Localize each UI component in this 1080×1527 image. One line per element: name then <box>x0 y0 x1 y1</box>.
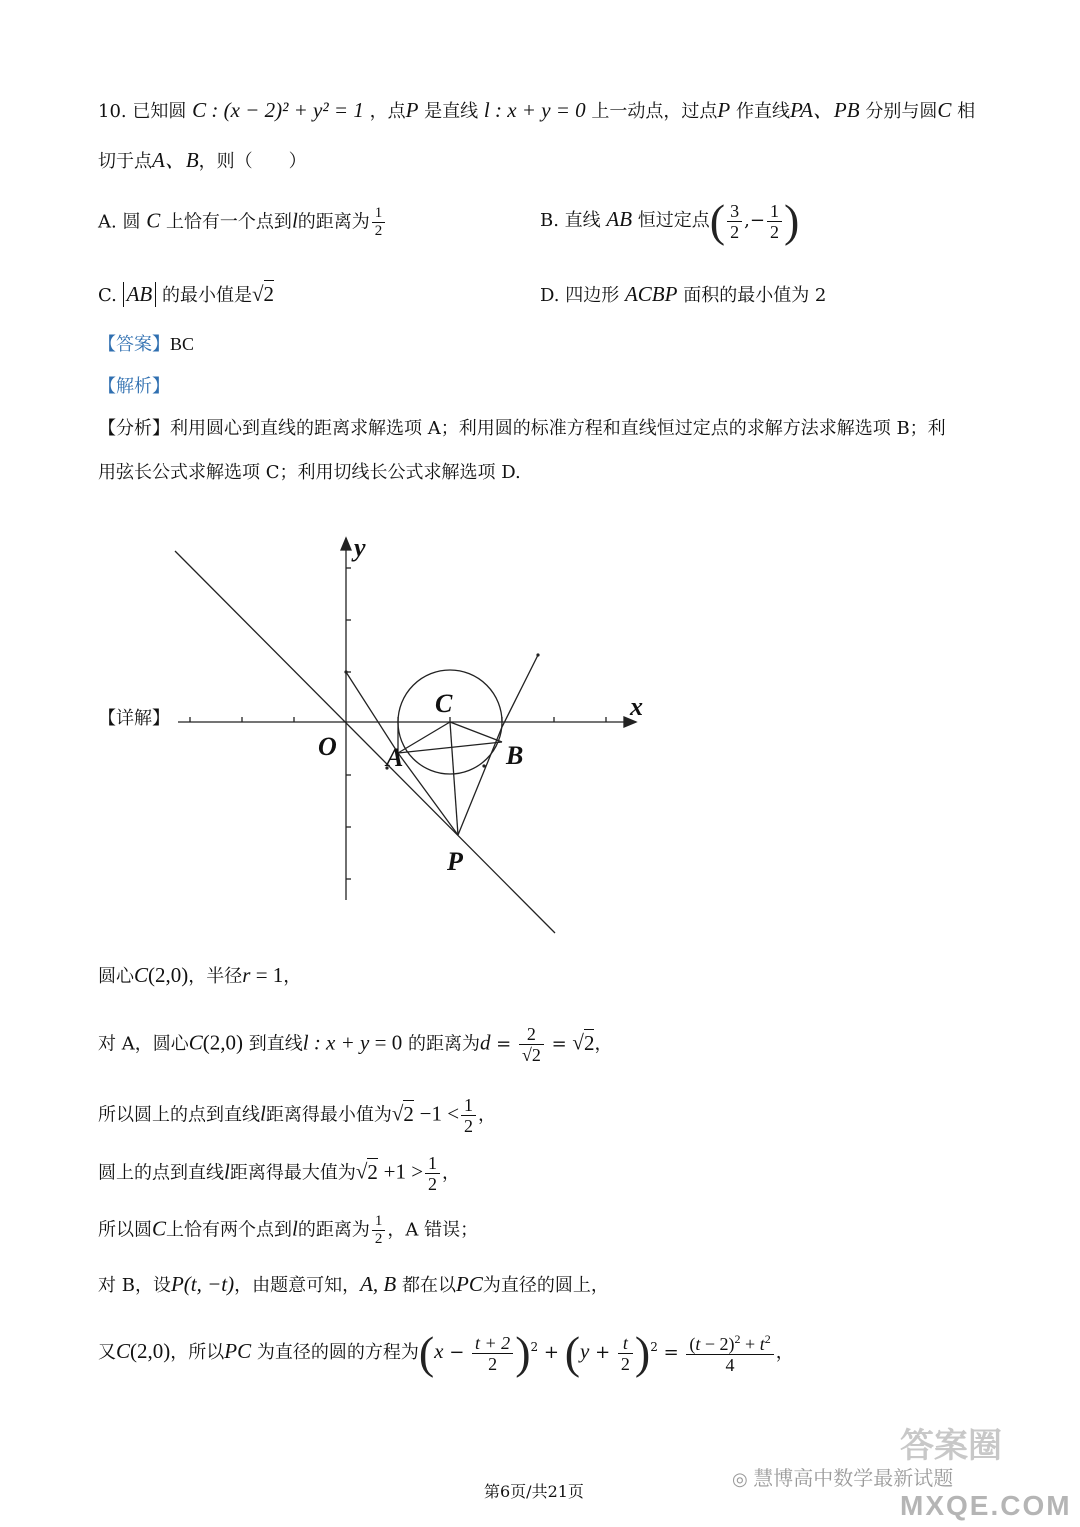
point-dot <box>344 670 347 673</box>
answer-value: BC <box>170 334 195 354</box>
answer-line <box>98 335 194 354</box>
tangent-ext-right <box>502 655 538 727</box>
label-x: x <box>630 692 643 721</box>
solution-line-7: 又C(2,0)，所以PC 为直径的圆的方程为(x − $\frac{t + 2}{2}$ )$^2$ + (y + $\frac{t}{2}$ )$^2$ = $\frac{(t - 2)^2 + t^2}{4}$ ， <box>98 1327 794 1378</box>
option-a: A. 圆 C 上恰有一个点到l的距离为 $\frac{1}{2}$ <box>98 205 387 240</box>
solution-line-3: 所以圆上的点到直线l距离得最小值为√2 −1 < $\frac{1}{2}$ ， <box>98 1095 497 1136</box>
label-y: y <box>354 533 366 562</box>
segment-pa <box>398 753 458 835</box>
fenxi-line-2: 用弦长公式求解选项 C；利用切线长公式求解选项 D. <box>98 462 521 483</box>
label-b: B <box>506 741 524 770</box>
label-p: P <box>447 847 463 876</box>
solution-line-6: 对 B，设P(t, −t)，由题意可知，A, B 都在以PC为直径的圆上， <box>98 1272 609 1296</box>
fenxi-line-1: 【分析】利用圆心到直线的距离求解选项 A；利用圆的标准方程和直线恒过定点的求解方法求解选项 B；利 <box>98 418 946 439</box>
label-o: O <box>318 732 337 761</box>
solution-line-1: 圆心C(2,0)，半径r = 1， <box>98 963 302 987</box>
detail-tag: 【详解】 <box>98 708 170 729</box>
label-c: C <box>435 689 453 718</box>
circle-equation: C : (x − 2)² + y² = 1 <box>192 98 364 122</box>
line-equation: l : x + y = 0 <box>483 98 586 122</box>
question-line-1: 10. 已知圆 C : (x − 2)² + y² = 1 ，点P 是直线 l : x + y = 0 上一动点，过点P 作直线PA、PB 分别与圆C 相 <box>98 98 976 122</box>
point-dot <box>482 764 485 767</box>
geometry-figure <box>160 525 670 945</box>
watermark-channel: ◎ 慧博高中数学最新试题 <box>732 1468 954 1490</box>
answer-tag: 【答案】 <box>98 334 170 355</box>
watermark-site: MXQE.COM <box>900 1490 1072 1521</box>
question-line-2: 切于点A、B，则（ ） <box>98 148 307 172</box>
point-dot <box>536 653 539 656</box>
analysis-tag: 【解析】 <box>98 376 170 397</box>
page-number: 第6页/共21页 <box>484 1482 584 1501</box>
solution-line-4: 圆上的点到直线l距离得最大值为√2 +1 > $\frac{1}{2}$ ， <box>98 1153 461 1194</box>
watermark-brand: 答案圈 <box>900 1427 1002 1465</box>
tangent-ext-left <box>346 672 398 753</box>
y-axis-arrow <box>341 538 351 550</box>
option-d: D. 四边形 ACBP 面积的最小值为 2 <box>540 282 827 306</box>
solution-line-5: 所以圆C上恰有两个点到l的距离为 $\frac{1}{2}$ ，A 错误； <box>98 1213 479 1247</box>
question-number: 10. <box>98 101 127 122</box>
option-c: C. AB 的最小值是√2 <box>98 282 275 306</box>
option-b: B. 直线 AB 恒过定点( $\frac{3}{2}$ ,− $\frac{1}{2}$ ) <box>540 195 800 246</box>
segment-pc <box>450 722 458 835</box>
label-a: A <box>386 743 404 772</box>
wechat-icon: ◎ <box>732 1469 748 1489</box>
solution-line-2: 对 A，圆心C(2,0) 到直线l : x + y = 0 的距离为d = $\frac{2}{√2}$ = √2， <box>98 1024 613 1065</box>
segment-cb <box>450 722 502 742</box>
